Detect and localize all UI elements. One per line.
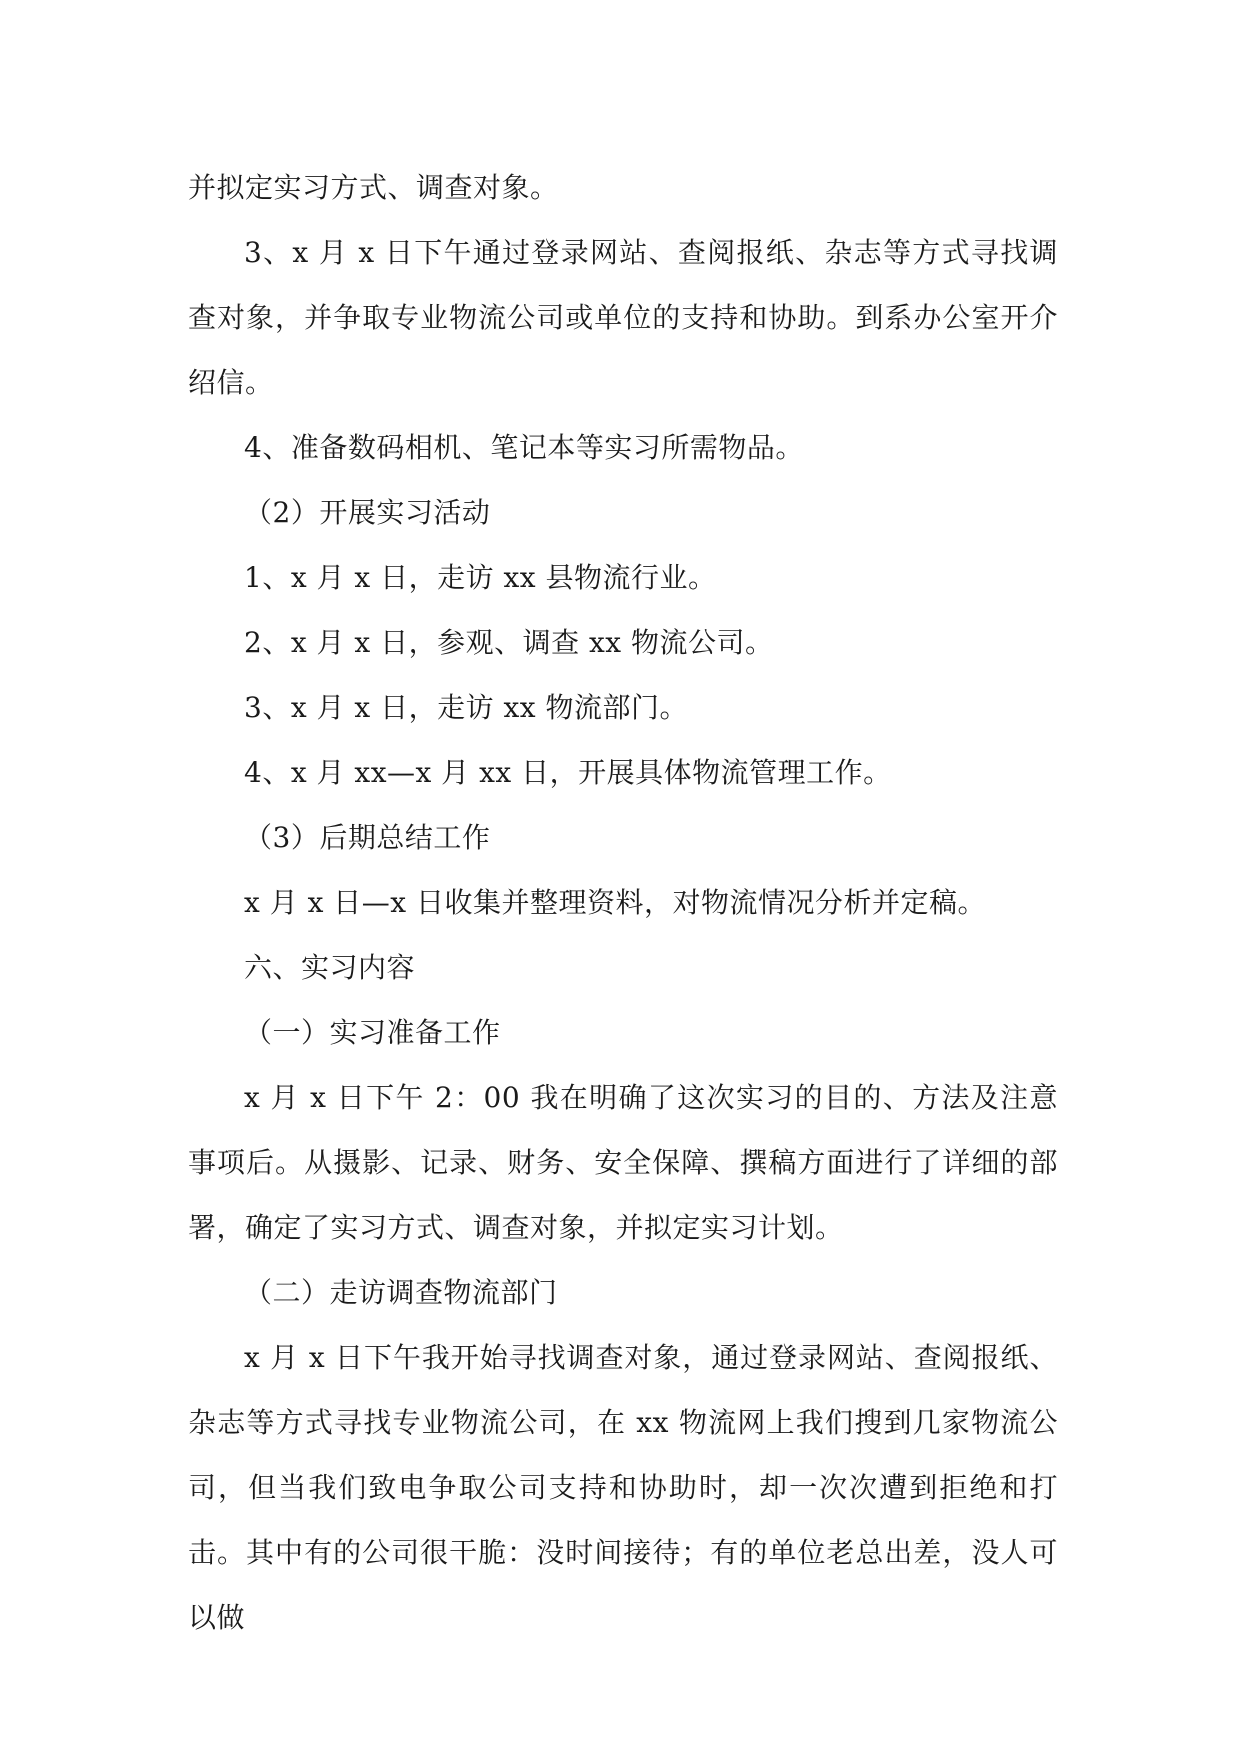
heading-summary-work: （3）后期总结工作 bbox=[244, 821, 491, 854]
paragraph-visit-detail: x 月 x 日下午我开始寻找调查对象，通过登录网站、查阅报纸、杂志等方式寻找专业物流公司，在 xx 物流网上我们搜到几家物流公司，但当我们致电争取公司支持和协助时，却一次次遭到拒绝和打击。其中有的公司很干脆：没时间接待；有的单位老总出差，没人可以做 bbox=[188, 1341, 1058, 1634]
paragraph-activity-3: 3、x 月 x 日，走访 xx 物流部门。 bbox=[244, 691, 688, 724]
paragraph-continued: 并拟定实习方式、调查对象。 bbox=[188, 171, 559, 204]
heading-activities: （2）开展实习活动 bbox=[244, 496, 491, 529]
paragraph-prep-3: 3、x 月 x 日下午通过登录网站、查阅报纸、杂志等方式寻找调查对象，并争取专业物流公司或单位的支持和协助。到系办公室开介绍信。 bbox=[188, 236, 1058, 399]
heading-visit-survey: （二）走访调查物流部门 bbox=[244, 1276, 558, 1309]
paragraph-prep-detail: x 月 x 日下午 2：00 我在明确了这次实习的目的、方法及注意事项后。从摄影、记录、财务、安全保障、撰稿方面进行了详细的部署，确定了实习方式、调查对象，并拟定实习计划。 bbox=[188, 1081, 1058, 1244]
paragraph-prep-4: 4、准备数码相机、笔记本等实习所需物品。 bbox=[244, 431, 804, 464]
heading-section-six: 六、实习内容 bbox=[244, 951, 416, 984]
document-body bbox=[188, 155, 1058, 1650]
paragraph-activity-1: 1、x 月 x 日，走访 xx 县物流行业。 bbox=[244, 561, 717, 594]
paragraph-activity-4: 4、x 月 xx—x 月 xx 日，开展具体物流管理工作。 bbox=[244, 756, 892, 789]
heading-prep-work: （一）实习准备工作 bbox=[244, 1016, 501, 1049]
paragraph-activity-2: 2、x 月 x 日，参观、调查 xx 物流公司。 bbox=[244, 626, 774, 659]
paragraph-summary: x 月 x 日—x 日收集并整理资料，对物流情况分析并定稿。 bbox=[244, 886, 986, 919]
